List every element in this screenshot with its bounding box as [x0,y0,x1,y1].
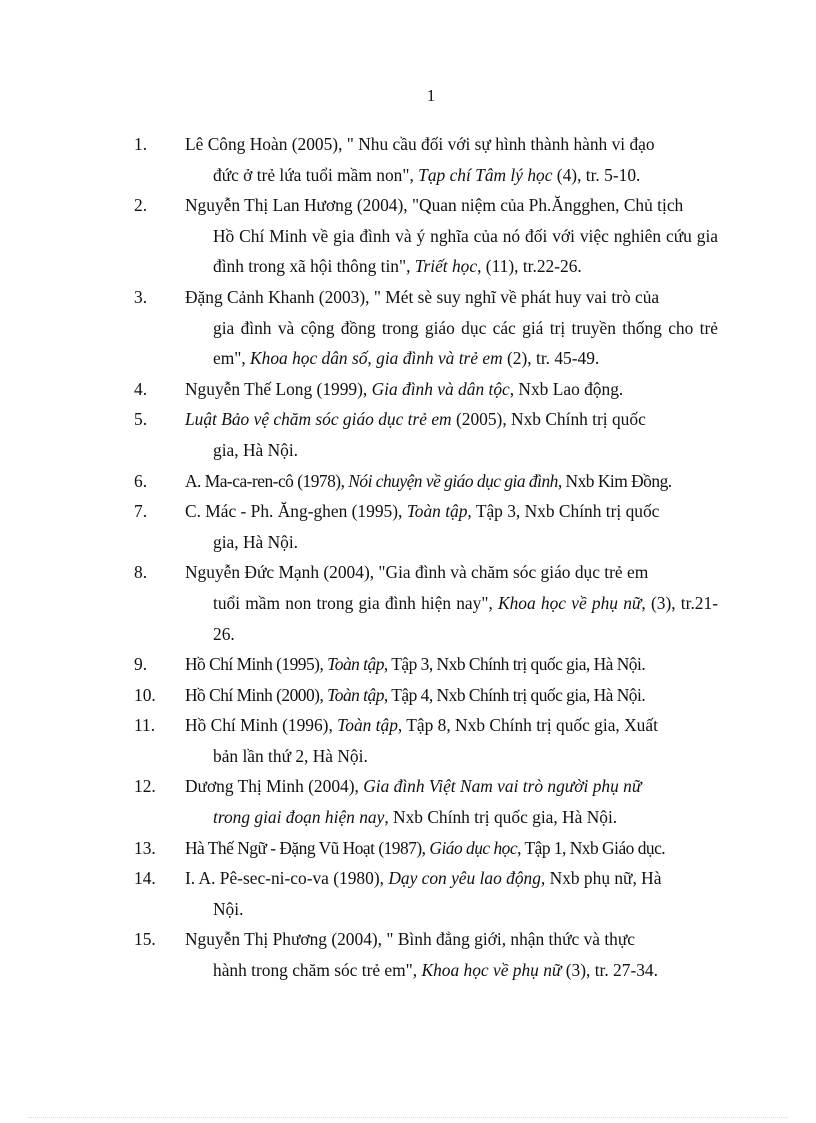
reference-number: 6. [134,470,148,491]
reference-title: Toàn tập, [406,501,472,522]
reference-continuation [185,588,718,649]
reference-text: gia, Hà Nội. [213,439,299,460]
reference-title: Triết học [414,256,478,277]
reference-text: hành trong chăm sóc trẻ em", [213,960,422,981]
reference-title: trong giai đoạn hiện nay [213,807,385,828]
reference-title: Giáo dục học [429,837,518,858]
reference-item [134,649,718,680]
reference-text: , (11), tr.22-26. [477,256,582,277]
reference-item [134,282,718,374]
reference-continuation [185,221,718,282]
reference-text: (2005), Nxb Chính trị quốc [451,409,646,430]
reference-title: Khoa học về phụ nữ [498,592,642,613]
reference-text: Nguyễn Thị Phương (2004), " Bình đẳng giới, nhận thức và thực [185,929,635,950]
reference-text: Hồ Chí Minh về gia đình và ý nghĩa của nó đối với việc nghiên cứu gia đình trong xã hội thông tin", [213,225,718,277]
reference-item [134,404,718,465]
reference-text: tuổi mầm non trong gia đình hiện nay", [213,592,499,613]
reference-title: Nói chuyện về giáo dục gia đình, [348,470,562,491]
reference-text: , (3), tr.21-26. [213,592,718,644]
reference-text: Nội. [213,898,244,919]
reference-text: bản lần thứ 2, Hà Nội. [213,745,368,766]
reference-item [134,496,718,557]
reference-continuation [185,802,718,833]
reference-title: Khoa học dân số, gia đình và trẻ em [250,348,503,369]
reference-number: 2. [134,195,148,216]
reference-title: Toàn tập [327,654,384,675]
reference-text: A. Ma-ca-ren-cô (1978), [185,470,349,491]
reference-item [134,863,718,924]
reference-item [134,466,718,497]
reference-continuation [185,160,718,191]
reference-text: Lê Công Hoàn (2005), " Nhu cầu đối với sự hình thành hành vi đạo [185,134,655,154]
reference-text: Nxb Kim Đồng. [561,470,672,491]
reference-text: Hồ Chí Minh (1996), [185,715,338,736]
reference-number: 4. [134,378,148,399]
reference-text: Nguyễn Thị Lan Hương (2004), "Quan niệm của Ph.Ăngghen, Chủ tịch [185,195,684,216]
reference-title: Dạy con yêu lao động, [388,868,546,889]
reference-text: Nguyễn Đức Mạnh (2004), "Gia đình và chăm sóc giáo dục trẻ em [185,562,649,583]
reference-item [134,924,718,985]
reference-text: gia đình và cộng đồng trong giáo dục các giá trị truyền thống cho trẻ em", [213,317,718,369]
page-bottom-border [28,1117,788,1118]
reference-text: Hà Thế Ngữ - Đặng Vũ Hoạt (1987), [185,837,430,858]
reference-continuation [185,894,718,925]
reference-text: Đặng Cảnh Khanh (2003), " Mét sè suy nghĩ về phát huy vai trò của [185,286,660,307]
reference-text: Dương Thị Minh (2004), [185,776,364,797]
reference-number: 10. [134,684,156,705]
reference-text: , Tập 4, Nxb Chính trị quốc gia, Hà Nội. [383,684,646,705]
reference-text: Tập 3, Nxb Chính trị quốc [471,501,660,522]
reference-text: , Tập 8, Nxb Chính trị quốc gia, Xuất [397,715,658,736]
reference-number: 5. [134,409,148,430]
reference-text: (2), tr. 45-49. [502,348,600,369]
reference-continuation [185,741,718,772]
reference-text: Hồ Chí Minh (2000), [185,684,328,705]
reference-continuation [185,435,718,466]
reference-text: , Nxb Chính trị quốc gia, Hà Nội. [384,807,618,828]
reference-number: 3. [134,286,148,307]
reference-number: 8. [134,562,148,583]
reference-title: Gia đình Việt Nam vai trò người phụ nữ [363,776,642,797]
reference-list [0,129,816,986]
reference-continuation [185,955,718,986]
reference-title: Toàn tập [327,684,384,705]
reference-text: Nxb phụ nữ, Hà [545,868,662,889]
reference-number: 14. [134,868,156,889]
page-number: 1 [426,86,436,105]
reference-text: , Nxb Lao động. [509,378,624,399]
reference-number: 9. [134,654,148,675]
reference-continuation [185,527,718,558]
reference-text: đức ở trẻ lứa tuổi mầm non", [213,164,419,185]
reference-number: 1. [134,134,148,154]
reference-title: Tạp chí Tâm lý học [418,164,553,185]
reference-text: Hồ Chí Minh (1995), [185,654,328,675]
reference-text: Nguyễn Thế Long (1999), [185,378,372,399]
reference-item [134,710,718,771]
reference-item [134,374,718,405]
reference-item [134,190,718,282]
reference-text: (4), tr. 5-10. [552,164,641,185]
reference-title: Luật Bảo vệ chăm sóc giáo dục trẻ em [185,409,452,430]
reference-item [134,833,718,864]
reference-title: Toàn tập [337,715,398,736]
reference-title: Khoa học về phụ nữ [421,960,562,981]
reference-number: 15. [134,929,156,950]
reference-item [134,557,718,649]
reference-text: (3), tr. 27-34. [561,960,658,981]
reference-text: I. A. Pê-sec-ni-co-va (1980), [185,868,389,889]
reference-title: Gia đình và dân tộc [371,378,510,399]
reference-item [134,771,718,832]
reference-number: 11. [134,715,156,736]
reference-item [134,129,718,190]
reference-text: , Tập 1, Nxb Giáo dục. [517,837,666,858]
reference-item [134,680,718,711]
reference-text: gia, Hà Nội. [213,531,299,552]
reference-text: C. Mác - Ph. Ăng-ghen (1995), [185,501,407,522]
reference-number: 12. [134,776,156,797]
reference-text: , Tập 3, Nxb Chính trị quốc gia, Hà Nội. [383,654,646,675]
reference-number: 7. [134,501,148,522]
reference-continuation [185,313,718,374]
reference-number: 13. [134,837,156,858]
